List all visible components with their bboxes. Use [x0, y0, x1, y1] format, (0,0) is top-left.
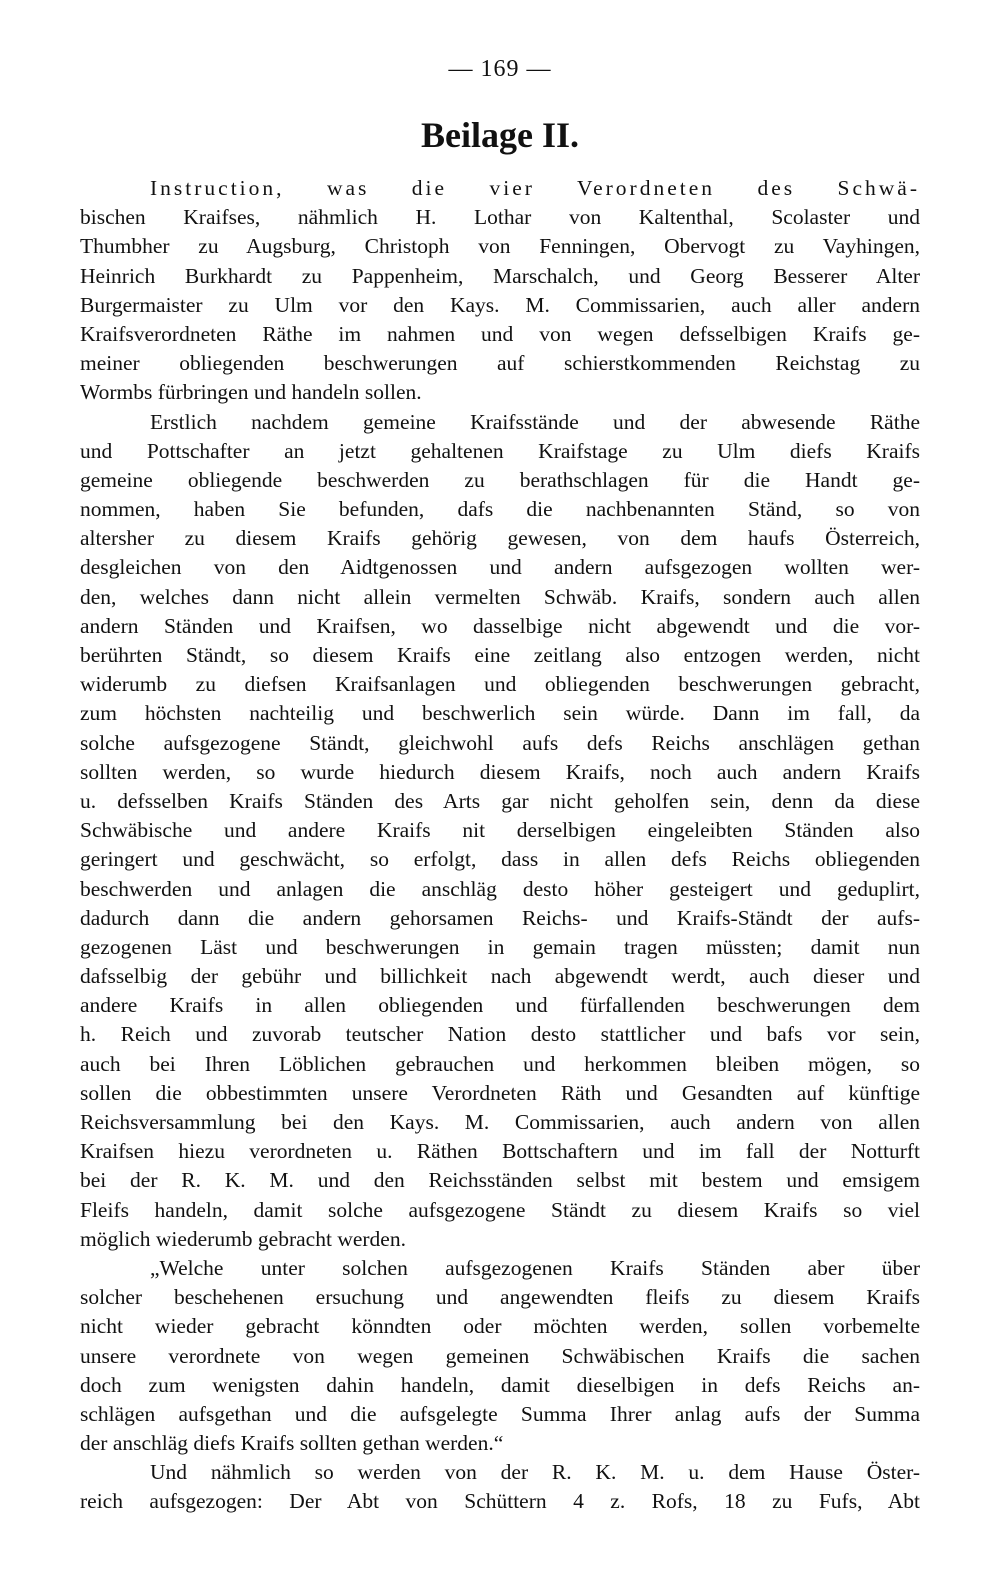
- text-line: Instruction, was die vier Verordneten des Schwä-: [150, 176, 920, 200]
- text-line: nommen, haben Sie befunden, dafs die nachbenannten Ständ, so von: [80, 497, 920, 522]
- text-line: bischen Kraifses, nähmlich H. Lothar von Kaltenthal, Scolaster und: [80, 205, 920, 230]
- text-line: h. Reich und zuvorab teutscher Nation desto stattlicher und bafs vor sein,: [80, 1022, 920, 1047]
- text-line: sollten werden, so wurde hiedurch diesem Kraifs, noch auch andern Kraifs: [80, 759, 920, 784]
- text-line: der anschläg diefs Kraifs sollten gethan werden.“: [80, 1431, 504, 1456]
- text-line: schlägen aufsgethan und die aufsgelegte Summa Ihrer anlag aufs der Summa: [80, 1401, 920, 1426]
- text-line: „Welche unter solchen aufsgezogenen Kraifs Ständen aber über: [150, 1255, 920, 1280]
- page-number: — 169 —: [448, 56, 552, 82]
- text-line: auch bei Ihren Löblichen gebrauchen und herkommen bleiben mögen, so: [80, 1051, 920, 1076]
- text-line: Schwäbische und andere Kraifs nit derselbigen eingeleibten Ständen also: [80, 818, 920, 843]
- text-line: gezogenen Läst und beschwerungen in gemain tragen müssten; damit nun: [80, 934, 920, 959]
- text-line: Thumbher zu Augsburg, Christoph von Fenningen, Obervogt zu Vayhingen,: [80, 234, 920, 259]
- text-line: altersher zu diesem Kraifs gehörig gewesen, von dem haufs Österreich,: [80, 526, 920, 551]
- text-line: berührten Ständt, so diesem Kraifs eine zeitlang also entzogen werden, nicht: [80, 643, 920, 667]
- body-text: [80, 174, 920, 1517]
- text-line: beschwerden und anlagen die anschläg desto höher gesteigert und geduplirt,: [80, 876, 920, 901]
- text-line: Fleifs handeln, damit solche aufsgezogene Ständt zu diesem Kraifs so viel: [80, 1197, 920, 1222]
- text-line: widerumb zu diefsen Kraifsanlagen und obliegenden beschwerungen gebracht,: [80, 672, 920, 697]
- text-line: Burgermaister zu Ulm vor den Kays. M. Commissarien, auch aller andern: [80, 292, 920, 317]
- text-line: Reichsversammlung bei den Kays. M. Commissarien, auch andern von allen: [80, 1110, 920, 1134]
- text-line: Heinrich Burkhardt zu Pappenheim, Marschalch, und Georg Besserer Alter: [80, 263, 920, 288]
- text-line: und Pottschafter an jetzt gehaltenen Kraifstage zu Ulm diefs Kraifs: [80, 438, 920, 463]
- text-line: Wormbs fürbringen und handeln sollen.: [80, 380, 422, 405]
- text-line: gemeine obliegende beschwerden zu berathschlagen für die Handt ge-: [80, 467, 920, 492]
- text-line: solche aufsgezogene Ständt, gleichwohl aufs defs Reichs anschlägen gethan: [80, 730, 920, 755]
- text-line: bei der R. K. M. und den Reichsständen selbst mit bestem und emsigem: [80, 1168, 920, 1193]
- text-line: andere Kraifs in allen obliegenden und fürfallenden beschwerungen dem: [80, 993, 920, 1018]
- text-line: den, welches dann nicht allein vermelten Schwäb. Kraifs, sondern auch allen: [80, 584, 920, 609]
- text-line: dafsselbig der gebühr und billichkeit nach abgewendt werdt, auch dieser und: [80, 964, 920, 989]
- text-line: Kraifsen hiezu verordneten u. Räthen Bottschaftern und im fall der Notturft: [80, 1139, 920, 1164]
- text-line: Und nähmlich so werden von der R. K. M. u. dem Hause Öster-: [150, 1460, 920, 1485]
- section-heading: Beilage II.: [421, 115, 579, 155]
- text-line: solcher beschehenen ersuchung und angewendten fleifs zu diesem Kraifs: [80, 1285, 920, 1310]
- text-line: zum höchsten nachteilig und beschwerlich sein würde. Dann im fall, da: [80, 701, 920, 726]
- text-line: möglich wiederumb gebracht werden.: [80, 1226, 406, 1251]
- text-line: unsere verordnete von wegen gemeinen Schwäbischen Kraifs die sachen: [80, 1343, 920, 1368]
- text-line: andern Ständen und Kraifsen, wo dasselbige nicht abgewendt und die vor-: [80, 613, 920, 638]
- text-line: doch zum wenigsten dahin handeln, damit dieselbigen in defs Reichs an-: [80, 1372, 920, 1397]
- text-line: desgleichen von den Aidtgenossen und andern aufsgezogen wollten wer-: [80, 555, 920, 580]
- text-line: nicht wieder gebracht könndten oder möchten werden, sollen vorbemelte: [80, 1314, 920, 1339]
- text-line: meiner obliegenden beschwerungen auf schierstkommenden Reichstag zu: [80, 351, 920, 376]
- text-line: geringert und geschwächt, so erfolgt, dass in allen defs Reichs obliegenden: [80, 847, 920, 872]
- text-line: Erstlich nachdem gemeine Kraifsstände und der abwesende Räthe: [150, 409, 920, 434]
- text-line: dadurch dann die andern gehorsamen Reichs- und Kraifs-Ständt der aufs-: [80, 905, 920, 930]
- text-line: sollen die obbestimmten unsere Verordneten Räth und Gesandten auf künftige: [80, 1080, 920, 1105]
- text-line: reich aufsgezogen: Der Abt von Schüttern 4 z. Rofs, 18 zu Fufs, Abt: [80, 1489, 920, 1514]
- text-line: Kraifsverordneten Räthe im nahmen und von wegen defsselbigen Kraifs ge-: [80, 321, 920, 346]
- text-line: u. defsselben Kraifs Ständen des Arts gar nicht geholfen sein, denn da diese: [80, 788, 920, 813]
